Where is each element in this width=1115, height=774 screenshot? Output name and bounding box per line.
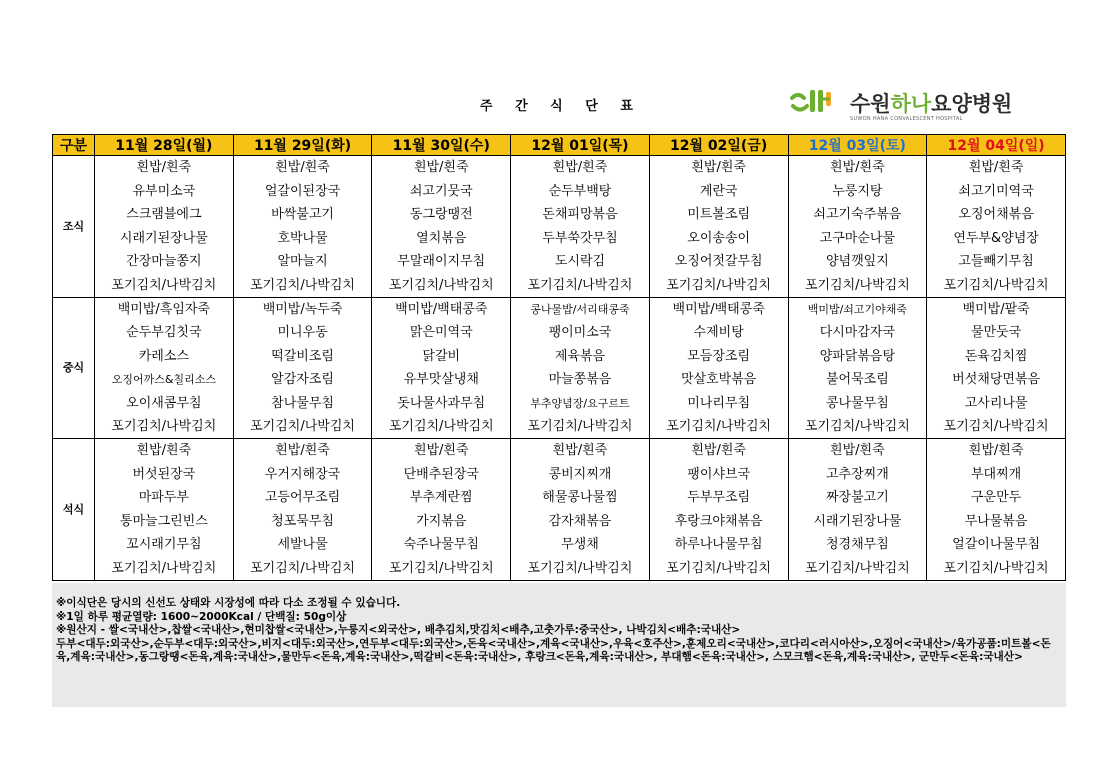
menu-row xyxy=(53,510,1066,534)
menu-cell: 쇠고기뭇국 xyxy=(372,180,511,204)
menu-cell: 마늘쫑볶음 xyxy=(511,368,650,392)
menu-cell: 백미밥/백태콩죽 xyxy=(372,297,511,321)
header-day-saturday: 12월 03일(토) xyxy=(788,135,927,156)
menu-cell: 두부쑥갓무침 xyxy=(511,227,650,251)
menu-cell: 바싹불고기 xyxy=(233,203,372,227)
menu-cell: 스크램블에그 xyxy=(95,203,234,227)
menu-cell: 버섯채당면볶음 xyxy=(927,368,1066,392)
menu-cell: 흰밥/흰죽 xyxy=(649,439,788,463)
menu-cell: 숙주나물무침 xyxy=(372,533,511,557)
menu-cell: 부추계란찜 xyxy=(372,486,511,510)
menu-cell: 돈육김치찜 xyxy=(927,345,1066,369)
menu-cell: 도시락김 xyxy=(511,250,650,274)
menu-cell: 청포묵무침 xyxy=(233,510,372,534)
menu-cell: 오징어젓갈무침 xyxy=(649,250,788,274)
menu-cell: 유부미소국 xyxy=(95,180,234,204)
menu-cell: 맑은미역국 xyxy=(372,321,511,345)
menu-cell: 포기김치/나박김치 xyxy=(372,274,511,298)
menu-cell: 흰밥/흰죽 xyxy=(95,439,234,463)
menu-cell: 해물콩나물찜 xyxy=(511,486,650,510)
menu-cell: 포기김치/나박김치 xyxy=(511,415,650,439)
menu-cell: 흰밥/흰죽 xyxy=(511,156,650,180)
menu-cell: 포기김치/나박김치 xyxy=(511,557,650,581)
menu-row xyxy=(53,486,1066,510)
hospital-subtitle: SUWON HANA CONVALESCENT HOSPITAL xyxy=(850,116,963,122)
menu-cell: 두부무조림 xyxy=(649,486,788,510)
menu-cell: 수제비탕 xyxy=(649,321,788,345)
menu-cell: 물만둣국 xyxy=(927,321,1066,345)
menu-row xyxy=(53,297,1066,321)
menu-row xyxy=(53,203,1066,227)
menu-cell: 포기김치/나박김치 xyxy=(95,415,234,439)
menu-cell: 팽이미소국 xyxy=(511,321,650,345)
menu-cell: 짜장불고기 xyxy=(788,486,927,510)
menu-cell: 포기김치/나박김치 xyxy=(788,557,927,581)
menu-cell: 고등어무조림 xyxy=(233,486,372,510)
menu-row xyxy=(53,274,1066,298)
menu-cell: 제육볶음 xyxy=(511,345,650,369)
menu-row xyxy=(53,250,1066,274)
menu-cell: 맛살호박볶음 xyxy=(649,368,788,392)
menu-cell: 포기김치/나박김치 xyxy=(372,557,511,581)
menu-cell: 흰밥/흰죽 xyxy=(372,156,511,180)
menu-cell: 포기김치/나박김치 xyxy=(511,274,650,298)
menu-cell: 흰밥/흰죽 xyxy=(927,439,1066,463)
menu-cell: 포기김치/나박김치 xyxy=(649,415,788,439)
note-line: ※1일 하루 평균열량: 1600~2000Kcal / 단백질: 50g이상 xyxy=(56,610,347,623)
menu-cell: 고들빼기무침 xyxy=(927,250,1066,274)
header-category: 구분 xyxy=(53,135,95,156)
menu-cell: 포기김치/나박김치 xyxy=(927,557,1066,581)
menu-cell: 팽이샤브국 xyxy=(649,463,788,487)
note-line: ※원산지 - 쌀<국내산>,찹쌀<국내산>,현미찹쌀<국내산>,누룽지<외국산>, 배추김치,맛김치<배추,고춧가루:중국산>, 나박김치<배추:국내산> xyxy=(56,624,741,636)
menu-row xyxy=(53,392,1066,416)
menu-row xyxy=(53,180,1066,204)
meal-label: 조식 xyxy=(53,156,95,298)
menu-cell: 포기김치/나박김치 xyxy=(649,274,788,298)
menu-cell: 콩비지찌개 xyxy=(511,463,650,487)
menu-cell: 꼬시래기무침 xyxy=(95,533,234,557)
menu-cell: 백미밥/쇠고기야채죽 xyxy=(788,297,927,321)
menu-cell: 양파닭볶음탕 xyxy=(788,345,927,369)
header-day: 12월 02일(금) xyxy=(649,135,788,156)
menu-cell: 동그랑땡전 xyxy=(372,203,511,227)
hospital-name: 수원하나요양병원 xyxy=(850,92,1013,116)
menu-cell: 떡갈비조림 xyxy=(233,345,372,369)
note-line: 두부<대두:외국산>,순두부<대두:외국산>,비지<대두:외국산>,연두부<대두:외국산>,돈육<국내산>,계육<국내산>,우육<호주산>,훈제오리<국내산>,코다리<러시아산>,오징어<국내산>/육가공품:미트볼<돈육,계육:국내산>,동그랑땡<돈육,계육:국내산>,물만두<돈육,계육:국내산>,떡갈비<돈육:국내산>, 후랑크<돈육,계육:국내산>, 부대햄<돈육:국내산>, 스모크햄<돈육,계육:국내산>, 군만두<돈육:국내산> xyxy=(56,637,1051,663)
menu-cell: 흰밥/흰죽 xyxy=(233,439,372,463)
menu-cell: 미니우동 xyxy=(233,321,372,345)
page-title: 주 간 식 단 표 xyxy=(480,99,642,114)
menu-cell: 순두부백탕 xyxy=(511,180,650,204)
menu-cell: 세발나물 xyxy=(233,533,372,557)
menu-cell: 오징어채볶음 xyxy=(927,203,1066,227)
menu-cell: 통마늘그린빈스 xyxy=(95,510,234,534)
menu-cell: 불어묵조림 xyxy=(788,368,927,392)
header-day: 12월 01일(목) xyxy=(511,135,650,156)
menu-cell: 알마늘지 xyxy=(233,250,372,274)
menu-cell: 백미밥/흑임자죽 xyxy=(95,297,234,321)
menu-cell: 계란국 xyxy=(649,180,788,204)
menu-cell: 흰밥/흰죽 xyxy=(233,156,372,180)
menu-cell: 모듬장조림 xyxy=(649,345,788,369)
menu-row xyxy=(53,368,1066,392)
menu-cell: 구운만두 xyxy=(927,486,1066,510)
menu-cell: 포기김치/나박김치 xyxy=(372,415,511,439)
menu-cell: 알감자조림 xyxy=(233,368,372,392)
menu-cell: 부추양념장/요구르트 xyxy=(511,392,650,416)
header-day: 11월 28일(월) xyxy=(95,135,234,156)
menu-row xyxy=(53,463,1066,487)
menu-cell: 얼갈이된장국 xyxy=(233,180,372,204)
menu-cell: 다시마감자국 xyxy=(788,321,927,345)
menu-cell: 포기김치/나박김치 xyxy=(788,274,927,298)
menu-cell: 흰밥/흰죽 xyxy=(788,439,927,463)
menu-cell: 부대찌개 xyxy=(927,463,1066,487)
menu-cell: 오징어까스&칠리소스 xyxy=(95,368,234,392)
header-day: 11월 30일(수) xyxy=(372,135,511,156)
header-row xyxy=(53,135,1066,156)
menu-cell: 오이송송이 xyxy=(649,227,788,251)
menu-row xyxy=(53,415,1066,439)
menu-cell: 흰밥/흰죽 xyxy=(95,156,234,180)
menu-cell: 돗나물사과무침 xyxy=(372,392,511,416)
weekly-menu-table xyxy=(52,134,1066,581)
notes-box xyxy=(52,583,1066,707)
menu-cell: 무나물볶음 xyxy=(927,510,1066,534)
menu-cell: 포기김치/나박김치 xyxy=(233,557,372,581)
menu-cell: 흰밥/흰죽 xyxy=(927,156,1066,180)
menu-cell: 참나물무침 xyxy=(233,392,372,416)
header-day: 11월 29일(화) xyxy=(233,135,372,156)
menu-cell: 양념깻잎지 xyxy=(788,250,927,274)
menu-cell: 단배추된장국 xyxy=(372,463,511,487)
menu-cell: 포기김치/나박김치 xyxy=(649,557,788,581)
menu-cell: 닭갈비 xyxy=(372,345,511,369)
menu-cell: 간장마늘쫑지 xyxy=(95,250,234,274)
menu-cell: 포기김치/나박김치 xyxy=(927,415,1066,439)
menu-cell: 고구마순나물 xyxy=(788,227,927,251)
menu-row xyxy=(53,227,1066,251)
menu-cell: 시래기된장나물 xyxy=(788,510,927,534)
menu-cell: 포기김치/나박김치 xyxy=(788,415,927,439)
menu-cell: 백미밥/녹두죽 xyxy=(233,297,372,321)
menu-cell: 순두부김칫국 xyxy=(95,321,234,345)
menu-cell: 흰밥/흰죽 xyxy=(511,439,650,463)
menu-row xyxy=(53,345,1066,369)
note-line: ※이식단은 당시의 신선도 상태와 시장성에 따라 다소 조정될 수 있습니다. xyxy=(56,597,401,609)
menu-cell: 누룽지탕 xyxy=(788,180,927,204)
menu-cell: 마파두부 xyxy=(95,486,234,510)
menu-cell: 콩나물무침 xyxy=(788,392,927,416)
hospital-logo xyxy=(790,86,1030,126)
menu-cell: 포기김치/나박김치 xyxy=(95,557,234,581)
menu-cell: 버섯된장국 xyxy=(95,463,234,487)
menu-cell: 포기김치/나박김치 xyxy=(233,415,372,439)
menu-cell: 감자채볶음 xyxy=(511,510,650,534)
menu-cell: 무생채 xyxy=(511,533,650,557)
menu-cell: 쇠고기숙주볶음 xyxy=(788,203,927,227)
menu-cell: 하루나나물무침 xyxy=(649,533,788,557)
menu-cell: 열치볶음 xyxy=(372,227,511,251)
menu-cell: 시래기된장나물 xyxy=(95,227,234,251)
menu-cell: 카레소스 xyxy=(95,345,234,369)
menu-row xyxy=(53,439,1066,463)
menu-cell: 백미밥/백태콩죽 xyxy=(649,297,788,321)
menu-cell: 미나리무침 xyxy=(649,392,788,416)
menu-cell: 쇠고기미역국 xyxy=(927,180,1066,204)
menu-cell: 후랑크야채볶음 xyxy=(649,510,788,534)
header-day-sunday: 12월 04일(일) xyxy=(927,135,1066,156)
menu-row xyxy=(53,533,1066,557)
menu-cell: 흰밥/흰죽 xyxy=(788,156,927,180)
menu-cell: 연두부&양념장 xyxy=(927,227,1066,251)
menu-cell: 백미밥/팥죽 xyxy=(927,297,1066,321)
menu-cell: 무말래이지무침 xyxy=(372,250,511,274)
menu-cell: 콩나물밥/서리태콩죽 xyxy=(511,297,650,321)
menu-cell: 유부맛살냉채 xyxy=(372,368,511,392)
meal-label: 중식 xyxy=(53,297,95,439)
menu-cell: 돈채피망볶음 xyxy=(511,203,650,227)
menu-cell: 오이새콤무침 xyxy=(95,392,234,416)
menu-cell: 포기김치/나박김치 xyxy=(95,274,234,298)
menu-cell: 얼갈이나물무침 xyxy=(927,533,1066,557)
menu-cell: 우거지해장국 xyxy=(233,463,372,487)
menu-row xyxy=(53,156,1066,180)
menu-cell: 가지볶음 xyxy=(372,510,511,534)
menu-cell: 미트볼조림 xyxy=(649,203,788,227)
menu-cell: 고사리나물 xyxy=(927,392,1066,416)
menu-cell: 흰밥/흰죽 xyxy=(649,156,788,180)
hospital-logo-icon xyxy=(790,86,840,114)
meal-label: 석식 xyxy=(53,439,95,581)
menu-cell: 포기김치/나박김치 xyxy=(927,274,1066,298)
menu-cell: 포기김치/나박김치 xyxy=(233,274,372,298)
menu-cell: 호박나물 xyxy=(233,227,372,251)
menu-cell: 고추장찌개 xyxy=(788,463,927,487)
menu-row xyxy=(53,321,1066,345)
menu-cell: 청경채무침 xyxy=(788,533,927,557)
menu-cell: 흰밥/흰죽 xyxy=(372,439,511,463)
menu-row xyxy=(53,557,1066,581)
